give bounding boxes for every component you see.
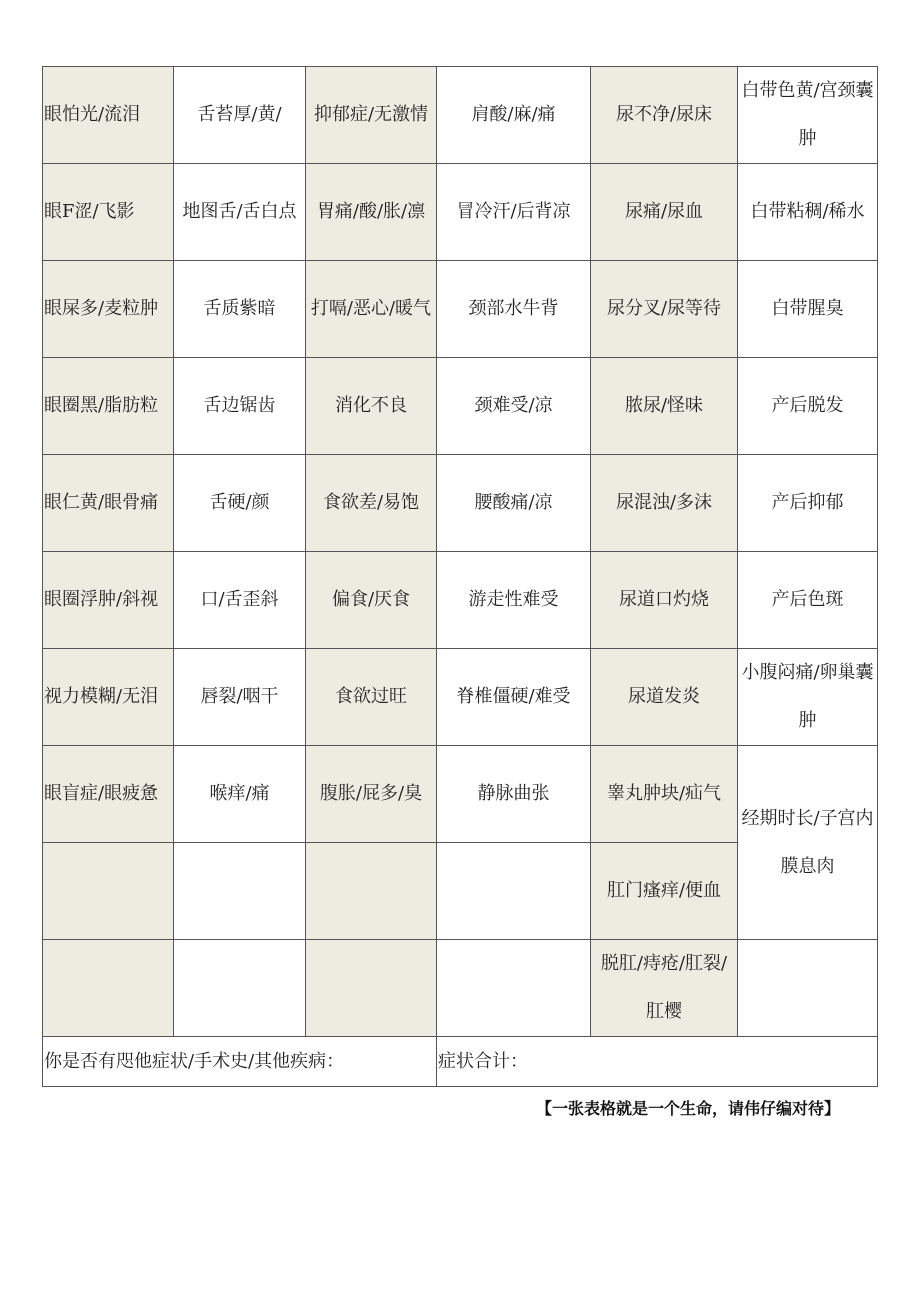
table-cell: 偏食/厌食 bbox=[306, 552, 437, 649]
table-cell: 舌边锯齿 bbox=[174, 358, 306, 455]
table-cell: 脊椎僵硬/难受 bbox=[437, 649, 591, 746]
table-cell: 尿痛/尿血 bbox=[591, 164, 738, 261]
table-cell: 眼屎多/麦粒肿 bbox=[43, 261, 174, 358]
table-cell bbox=[306, 843, 437, 940]
table-cell: 地图舌/舌白点 bbox=[174, 164, 306, 261]
table-cell: 舌硬/颜 bbox=[174, 455, 306, 552]
table-cell: 肛门瘙痒/便血 bbox=[591, 843, 738, 940]
other-symptoms-label: 你是否有咫他症状/手术史/其他疾病： bbox=[43, 1037, 437, 1087]
table-cell: 静脉曲张 bbox=[437, 746, 591, 843]
table-cell: 尿道发炎 bbox=[591, 649, 738, 746]
table-cell: 视力模糊/无泪 bbox=[43, 649, 174, 746]
table-row bbox=[43, 940, 878, 1037]
table-row bbox=[43, 649, 878, 746]
table-row bbox=[43, 164, 878, 261]
table-cell: 口/舌歪斜 bbox=[174, 552, 306, 649]
table-cell bbox=[174, 843, 306, 940]
table-cell: 白带色黄/宫颈囊肿 bbox=[738, 67, 878, 164]
table-cell: 腹胀/屁多/臭 bbox=[306, 746, 437, 843]
table-cell: 颈部水牛背 bbox=[437, 261, 591, 358]
table-cell: 食欲过旺 bbox=[306, 649, 437, 746]
table-cell bbox=[43, 940, 174, 1037]
table-cell: 尿道口灼烧 bbox=[591, 552, 738, 649]
table-cell bbox=[306, 940, 437, 1037]
table-cell: 睾丸肿块/疝气 bbox=[591, 746, 738, 843]
table-cell: 经期时长/子宫内膜息肉 bbox=[738, 746, 878, 940]
table-cell: 游走性难受 bbox=[437, 552, 591, 649]
table-cell: 眼盲症/眼疲惫 bbox=[43, 746, 174, 843]
table-cell: 眼仁黄/眼骨痛 bbox=[43, 455, 174, 552]
table-cell: 舌质紫暗 bbox=[174, 261, 306, 358]
table-cell: 眼F涩/飞影 bbox=[43, 164, 174, 261]
table-cell: 白带粘稠/稀水 bbox=[738, 164, 878, 261]
table-cell: 舌苔厚/黄/ bbox=[174, 67, 306, 164]
table-cell: 白带腥臭 bbox=[738, 261, 878, 358]
table-row bbox=[43, 67, 878, 164]
table-cell: 喉痒/痛 bbox=[174, 746, 306, 843]
table-cell: 消化不良 bbox=[306, 358, 437, 455]
symptom-total-label: 症状合计： bbox=[437, 1037, 878, 1087]
table-cell: 尿混浊/多沫 bbox=[591, 455, 738, 552]
table-cell: 腰酸痛/凉 bbox=[437, 455, 591, 552]
table-cell bbox=[738, 940, 878, 1037]
table-cell: 产后抑郁 bbox=[738, 455, 878, 552]
footer-note: 【一张表格就是一个生命，请伟仔编对待】 bbox=[535, 1099, 840, 1118]
table-cell: 眼圈浮肿/斜视 bbox=[43, 552, 174, 649]
table-cell: 肩酸/麻/痛 bbox=[437, 67, 591, 164]
symptom-table bbox=[42, 66, 878, 1087]
table-row bbox=[43, 552, 878, 649]
table-cell: 尿分叉/尿等待 bbox=[591, 261, 738, 358]
table-cell: 产后色斑 bbox=[738, 552, 878, 649]
table-row bbox=[43, 746, 878, 843]
table-row bbox=[43, 261, 878, 358]
table-cell bbox=[437, 843, 591, 940]
table-cell: 脱肛/痔疮/肛裂/肛樱 bbox=[591, 940, 738, 1037]
table-cell bbox=[437, 940, 591, 1037]
table-cell: 食欲差/易饱 bbox=[306, 455, 437, 552]
table-cell: 胃痛/酸/胀/凛 bbox=[306, 164, 437, 261]
table-cell: 颈难受/凉 bbox=[437, 358, 591, 455]
table-cell: 眼怕光/流泪 bbox=[43, 67, 174, 164]
table-cell: 唇裂/咽干 bbox=[174, 649, 306, 746]
table-cell bbox=[174, 940, 306, 1037]
table-cell: 尿不净/尿床 bbox=[591, 67, 738, 164]
table-cell: 冒冷汗/后背凉 bbox=[437, 164, 591, 261]
table-cell: 打嗝/恶心/暖气 bbox=[306, 261, 437, 358]
table-cell bbox=[43, 843, 174, 940]
table-footer-row bbox=[43, 1037, 878, 1087]
table-cell: 抑郁症/无激情 bbox=[306, 67, 437, 164]
table-cell: 小腹闷痛/卵巢囊肿 bbox=[738, 649, 878, 746]
table-cell: 眼圈黑/脂肪粒 bbox=[43, 358, 174, 455]
table-cell: 脓尿/怪味 bbox=[591, 358, 738, 455]
table-cell: 产后脱发 bbox=[738, 358, 878, 455]
table-row bbox=[43, 358, 878, 455]
table-row bbox=[43, 455, 878, 552]
